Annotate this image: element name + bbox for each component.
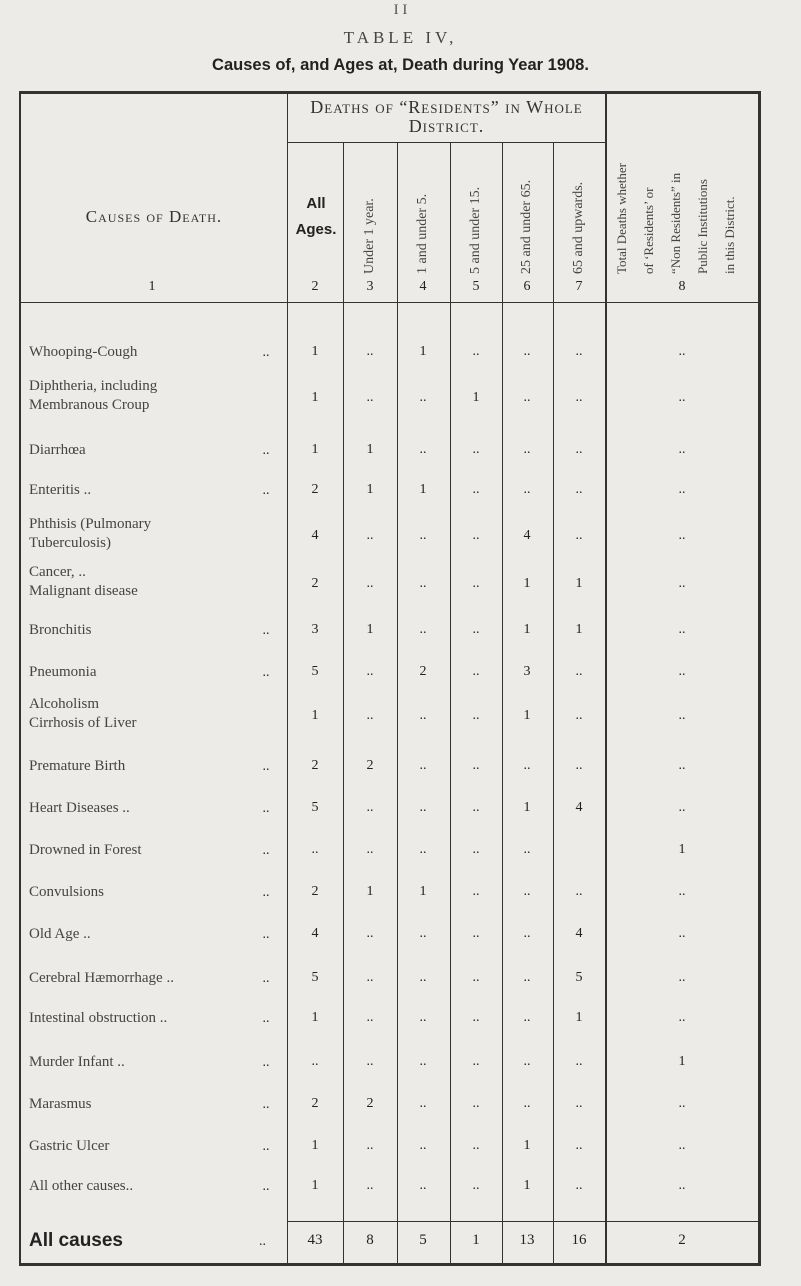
col-divider-2 <box>343 142 344 1266</box>
cell-value: 4 <box>311 926 319 941</box>
cell-value: .. <box>575 344 583 359</box>
leader-dots: .. <box>262 971 270 986</box>
leader-dots: .. <box>262 345 270 360</box>
row-label <box>29 664 279 683</box>
column-number: 3 <box>366 279 374 294</box>
cell-value: 1 <box>311 1178 319 1193</box>
cell-value: .. <box>472 708 480 723</box>
cell-value: 1 <box>366 442 374 457</box>
cell-value: 1 <box>523 1138 531 1153</box>
cell-value: .. <box>366 926 374 941</box>
cell-value: .. <box>575 482 583 497</box>
cell-value: 1 <box>311 442 319 457</box>
row-label-line: Cerebral Hæmorrhage .. <box>29 970 174 986</box>
cell-value: .. <box>472 622 480 637</box>
cell-value: .. <box>678 390 686 405</box>
cell-value: .. <box>472 758 480 773</box>
cell-value: .. <box>472 842 480 857</box>
cell-value: 5 <box>311 800 319 815</box>
table-left-border <box>19 91 21 1266</box>
cell-value: .. <box>678 442 686 457</box>
cell-value: 2 <box>419 664 427 679</box>
age-group-header: 1 and under 5. <box>415 193 430 274</box>
cell-value: .. <box>523 926 531 941</box>
cell-value: .. <box>523 758 531 773</box>
table-right-border <box>758 91 761 1266</box>
leader-dots: .. <box>262 1139 270 1154</box>
leader-dots: .. <box>262 843 270 858</box>
row-label <box>29 516 279 554</box>
row-label <box>29 1138 279 1157</box>
row-label-line: Heart Diseases .. <box>29 800 130 816</box>
cell-value: 4 <box>575 800 583 815</box>
cell-value: .. <box>575 528 583 543</box>
cell-value: 1 <box>575 622 583 637</box>
cell-value: .. <box>678 926 686 941</box>
header-bottom-rule <box>19 302 761 303</box>
cell-value: 5 <box>311 664 319 679</box>
cell-value: .. <box>523 1054 531 1069</box>
cell-value: 1 <box>311 390 319 405</box>
cell-value: .. <box>575 1178 583 1193</box>
cell-value: .. <box>575 884 583 899</box>
leader-dots: .. <box>262 443 270 458</box>
cell-value: .. <box>678 344 686 359</box>
row-label-line: Membranous Croup <box>29 397 150 413</box>
all-ages-line-2: Ages. <box>295 221 337 238</box>
cell-value: 1 <box>366 884 374 899</box>
cell-value: .. <box>523 884 531 899</box>
cell-value: .. <box>678 708 686 723</box>
cell-value: .. <box>366 576 374 591</box>
leader-dots: .. <box>262 885 270 900</box>
cell-value: .. <box>366 842 374 857</box>
deaths-header: Deaths of “Residents” in Whole District. <box>310 97 583 136</box>
cell-value: .. <box>472 970 480 985</box>
row-label <box>29 696 279 734</box>
row-label <box>29 482 279 501</box>
leader-dots: .. <box>262 927 270 942</box>
col-divider-4 <box>450 142 451 1266</box>
total-value: 2 <box>678 1232 686 1248</box>
cell-value: 1 <box>523 708 531 723</box>
cell-value: 5 <box>311 970 319 985</box>
cell-value: .. <box>678 1138 686 1153</box>
cell-value: .. <box>311 842 319 857</box>
cell-value: .. <box>523 970 531 985</box>
cell-value: 2 <box>311 884 319 899</box>
cell-value: 4 <box>311 528 319 543</box>
cell-value: .. <box>678 970 686 985</box>
column-number: 4 <box>419 279 427 294</box>
cell-value: .. <box>366 800 374 815</box>
cell-value: .. <box>678 1178 686 1193</box>
column-number: 8 <box>678 279 686 294</box>
cell-value: 1 <box>575 576 583 591</box>
cell-value: .. <box>575 1096 583 1111</box>
row-label <box>29 758 279 777</box>
cell-value: .. <box>575 1054 583 1069</box>
table-subtitle: Causes of, and Ages at, Death during Year 1908. <box>212 56 589 74</box>
leader-dots: .. <box>262 1055 270 1070</box>
cell-value: .. <box>678 622 686 637</box>
row-label <box>29 926 279 945</box>
row-label <box>29 1096 279 1115</box>
row-label-line: Pneumonia <box>29 664 97 680</box>
cell-value: 1 <box>366 482 374 497</box>
cell-value: .. <box>678 528 686 543</box>
cell-value: .. <box>523 1096 531 1111</box>
cell-value: .. <box>523 1010 531 1025</box>
cell-value: .. <box>575 664 583 679</box>
table-name: TABLE IV, <box>343 28 458 47</box>
row-label-line: Enteritis .. <box>29 482 92 498</box>
row-label-line: Old Age .. <box>29 926 91 942</box>
row-label <box>29 1054 279 1073</box>
cell-value: .. <box>575 442 583 457</box>
cell-value: .. <box>472 482 480 497</box>
cell-value: .. <box>472 884 480 899</box>
cell-value: .. <box>523 482 531 497</box>
cell-value: .. <box>366 528 374 543</box>
cell-value: .. <box>523 442 531 457</box>
total-value: 1 <box>472 1232 480 1248</box>
cell-value: .. <box>311 1054 319 1069</box>
cell-value: 1 <box>311 708 319 723</box>
institutions-header-line: of ‘Residents’ or <box>641 187 656 274</box>
cell-value: .. <box>575 390 583 405</box>
cell-value: .. <box>472 1178 480 1193</box>
cell-value: .. <box>472 1054 480 1069</box>
leader-dots: .. <box>262 1179 270 1194</box>
cell-value: .. <box>472 442 480 457</box>
column-number: 7 <box>575 279 583 294</box>
cell-value: .. <box>366 708 374 723</box>
cell-value: .. <box>678 758 686 773</box>
cell-value: 1 <box>419 884 427 899</box>
cell-value: 1 <box>419 344 427 359</box>
cell-value: .. <box>472 1138 480 1153</box>
total-value: 43 <box>307 1232 323 1248</box>
col-divider-3 <box>397 142 398 1266</box>
cell-value: 2 <box>366 758 374 773</box>
causes-of-death-header: Causes of Death. <box>85 207 223 226</box>
cell-value: 4 <box>575 926 583 941</box>
cell-value: .. <box>472 344 480 359</box>
cell-value: 1 <box>678 842 686 857</box>
cell-value: 2 <box>311 482 319 497</box>
leader-dots: .. <box>262 801 270 816</box>
col-divider-7 <box>605 91 607 1266</box>
institutions-header-line: Public Institutions <box>695 179 710 274</box>
cell-value: .. <box>678 576 686 591</box>
cell-value: .. <box>575 1138 583 1153</box>
all-ages-header <box>289 191 343 243</box>
cell-value: 1 <box>311 1010 319 1025</box>
causes-of-death-table <box>19 91 761 1266</box>
col-divider-1 <box>287 91 288 1266</box>
column-number: 6 <box>523 279 531 294</box>
institutions-header-line: Total Deaths whether <box>614 163 629 274</box>
col-divider-5 <box>502 142 503 1266</box>
column-number: 5 <box>472 279 480 294</box>
row-label-line: Convulsions <box>29 884 105 900</box>
row-label <box>29 970 279 989</box>
cell-value: .. <box>419 622 427 637</box>
row-label-line: Tuberculosis) <box>29 535 111 551</box>
cell-value: .. <box>575 758 583 773</box>
cell-value: .. <box>419 926 427 941</box>
row-label-line: Diarrhœa <box>29 442 86 458</box>
age-group-header: 65 and upwards. <box>571 181 586 274</box>
leader-dots: .. <box>262 483 270 498</box>
column-number: 2 <box>311 279 319 294</box>
row-label-line: Drowned in Forest <box>29 842 142 858</box>
total-leader-dots: .. <box>259 1234 266 1249</box>
institutions-header-line: “Non Residents” in <box>668 172 683 274</box>
cell-value: .. <box>523 842 531 857</box>
cell-value: 1 <box>678 1054 686 1069</box>
cell-value: .. <box>472 1096 480 1111</box>
cell-value: 1 <box>366 622 374 637</box>
cell-value: 1 <box>523 1178 531 1193</box>
page-number: I I <box>393 2 408 18</box>
leader-dots: .. <box>262 623 270 638</box>
row-label <box>29 378 279 416</box>
row-label <box>29 564 279 602</box>
leader-dots: .. <box>262 665 270 680</box>
all-causes-label: All causes <box>29 1230 123 1251</box>
cell-value: .. <box>419 1054 427 1069</box>
cell-value: .. <box>419 800 427 815</box>
leader-dots: .. <box>262 759 270 774</box>
cell-value: 1 <box>311 344 319 359</box>
cell-value: 1 <box>311 1138 319 1153</box>
cell-value: .. <box>366 970 374 985</box>
row-label-line: Cirrhosis of Liver <box>29 715 137 731</box>
row-label <box>29 842 279 861</box>
row-label <box>29 884 279 903</box>
cell-value: .. <box>472 800 480 815</box>
row-label-line: Gastric Ulcer <box>29 1138 110 1154</box>
cell-value: .. <box>523 344 531 359</box>
cell-value: 2 <box>311 1096 319 1111</box>
row-label <box>29 1178 279 1197</box>
row-label-line: All other causes.. <box>29 1178 134 1194</box>
cell-value: .. <box>419 1096 427 1111</box>
cell-value: .. <box>366 664 374 679</box>
age-group-header: Under 1 year. <box>362 198 377 274</box>
cell-value: 4 <box>523 528 531 543</box>
cell-value: .. <box>678 664 686 679</box>
cell-value: .. <box>419 576 427 591</box>
row-label-line: Phthisis (Pulmonary <box>29 516 152 532</box>
cell-value: 1 <box>472 390 480 405</box>
total-value: 5 <box>419 1232 427 1248</box>
cell-value: .. <box>419 1178 427 1193</box>
age-header-rule <box>287 142 605 143</box>
cell-value: .. <box>419 390 427 405</box>
leader-dots: .. <box>262 1097 270 1112</box>
cell-value: .. <box>366 1010 374 1025</box>
cell-value: .. <box>472 528 480 543</box>
age-group-header: 5 and under 15. <box>468 186 483 274</box>
cell-value: .. <box>523 390 531 405</box>
cell-value: 1 <box>523 800 531 815</box>
cell-value: .. <box>366 390 374 405</box>
row-label-line: Malignant disease <box>29 583 138 599</box>
cell-value: 5 <box>575 970 583 985</box>
leader-dots: .. <box>262 1011 270 1026</box>
row-label <box>29 344 279 363</box>
cell-value: .. <box>678 1096 686 1111</box>
cell-value: .. <box>366 1138 374 1153</box>
row-label-line: Premature Birth <box>29 758 126 774</box>
row-label-line: Marasmus <box>29 1096 92 1112</box>
cell-value: .. <box>472 664 480 679</box>
row-label-line: Whooping-Cough <box>29 344 138 360</box>
cell-value: 2 <box>311 758 319 773</box>
row-label <box>29 800 279 819</box>
cell-value: 3 <box>523 664 531 679</box>
cell-value: 2 <box>311 576 319 591</box>
cell-value: 1 <box>419 482 427 497</box>
cell-value: .. <box>419 1138 427 1153</box>
row-label <box>29 622 279 641</box>
cell-value: .. <box>366 1054 374 1069</box>
total-value: 8 <box>366 1232 374 1248</box>
cell-value: .. <box>678 884 686 899</box>
cell-value: 1 <box>523 622 531 637</box>
row-label <box>29 442 279 461</box>
table-bottom-rule <box>19 1263 761 1266</box>
cell-value: 1 <box>523 576 531 591</box>
all-ages-line-1: All <box>306 195 326 212</box>
column-number: 1 <box>148 279 156 294</box>
total-top-rule <box>287 1221 761 1222</box>
table-top-rule <box>19 91 761 94</box>
row-label-line: Bronchitis <box>29 622 92 638</box>
row-label-line: Intestinal obstruction .. <box>29 1010 168 1026</box>
cell-value: .. <box>419 528 427 543</box>
col-divider-6 <box>553 142 554 1266</box>
row-label-line: Murder Infant .. <box>29 1054 125 1070</box>
cell-value: 1 <box>575 1010 583 1025</box>
cell-value: 3 <box>311 622 319 637</box>
cell-value: .. <box>419 708 427 723</box>
cell-value: .. <box>419 1010 427 1025</box>
cell-value: .. <box>575 708 583 723</box>
row-label-line: Diphtheria, including <box>29 378 158 394</box>
cell-value: .. <box>366 344 374 359</box>
row-label-line: Cancer, .. <box>29 564 86 580</box>
total-value: 13 <box>519 1232 535 1248</box>
row-label-line: Alcoholism <box>29 696 99 712</box>
cell-value: .. <box>366 1178 374 1193</box>
cell-value: .. <box>419 442 427 457</box>
cell-value: .. <box>419 758 427 773</box>
cell-value: .. <box>678 1010 686 1025</box>
total-value: 16 <box>571 1232 587 1248</box>
cell-value: .. <box>678 800 686 815</box>
cell-value: 2 <box>366 1096 374 1111</box>
cell-value: .. <box>678 482 686 497</box>
cell-value: .. <box>419 970 427 985</box>
cell-value: .. <box>472 1010 480 1025</box>
institutions-header-line: in this District. <box>722 196 737 274</box>
cell-value: .. <box>419 842 427 857</box>
cell-value: .. <box>472 926 480 941</box>
cell-value: .. <box>472 576 480 591</box>
age-group-header: 25 and under 65. <box>519 179 534 274</box>
row-label <box>29 1010 279 1029</box>
